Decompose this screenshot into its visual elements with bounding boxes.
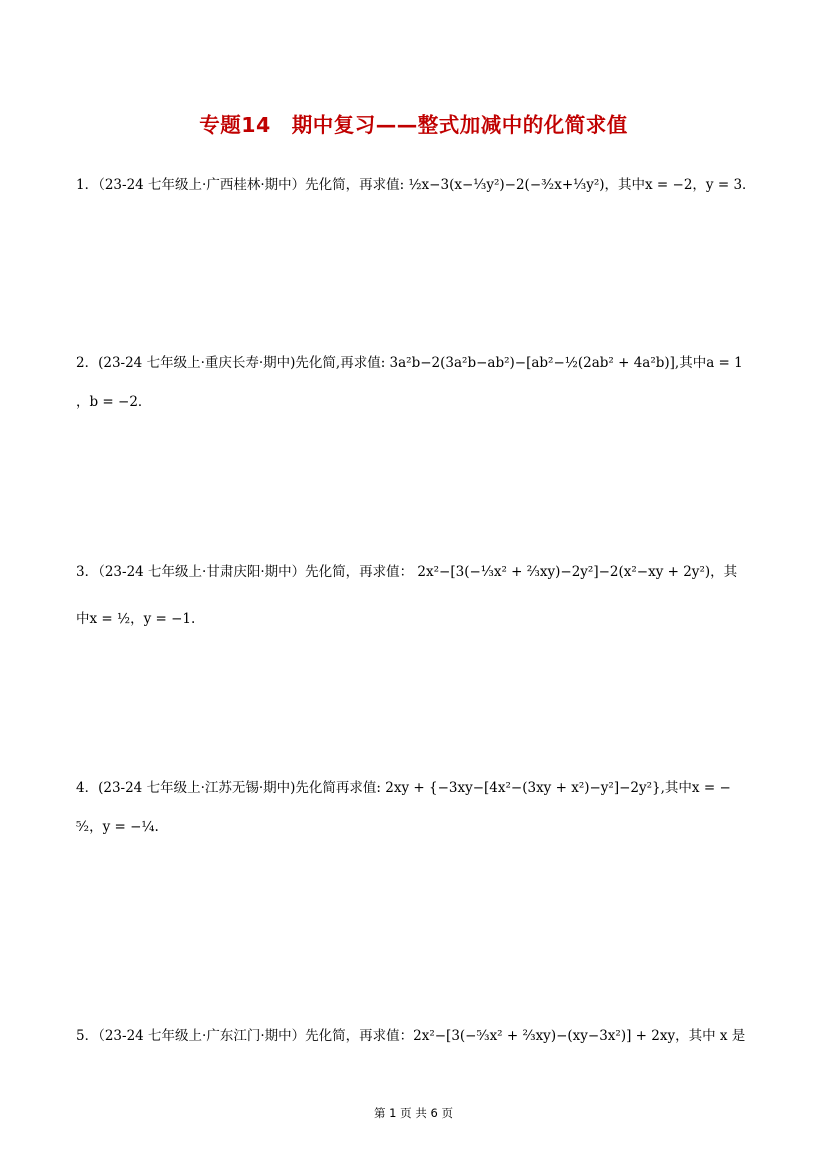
page-footer: 第 1 页 共 6 页 <box>374 1106 453 1120</box>
problem-4-line-2: ⁵⁄₂，y = −¼. <box>76 819 159 835</box>
problem-1-line-1: 1．（23-24 七年级上·广西桂林·期中）先化简，再求值: ½x−3(x−⅓y²)−2(−³⁄₂x+⅓y²)，其中x = −2，y = 3． <box>76 177 756 193</box>
problem-2-line-1: 2．(23-24 七年级上·重庆长寿·期中)先化简,再求值: 3a²b−2(3a²b−ab²)−[ab²−½(2ab² + 4a²b)],其中a = 1 <box>76 355 743 371</box>
page-title: 专题14 期中复习——整式加减中的化简求值 <box>199 113 628 137</box>
problem-4-line-1: 4．(23-24 七年级上·江苏无锡·期中)先化简再求值: 2xy + {−3xy−[4x²−(3xy + x²)−y²]−2y²},其中x = − <box>76 780 731 796</box>
problem-5-line-1: 5．（23-24 七年级上·广东江门·期中）先化简，再求值：2x²−[3(−⁵⁄₃x² + ⅔xy)−(xy−3x²)] + 2xy，其中 x 是 <box>76 1028 746 1044</box>
problem-3-line-1: 3．（23-24 七年级上·甘肃庆阳·期中）先化简，再求值： 2x²−[3(−⅓x² + ⅔xy)−2y²]−2(x²−xy + 2y²)，其 <box>76 564 738 580</box>
problem-3-line-2: 中x = ½，y = −1. <box>76 611 196 627</box>
problem-2-line-2: ，b = −2． <box>76 394 152 410</box>
